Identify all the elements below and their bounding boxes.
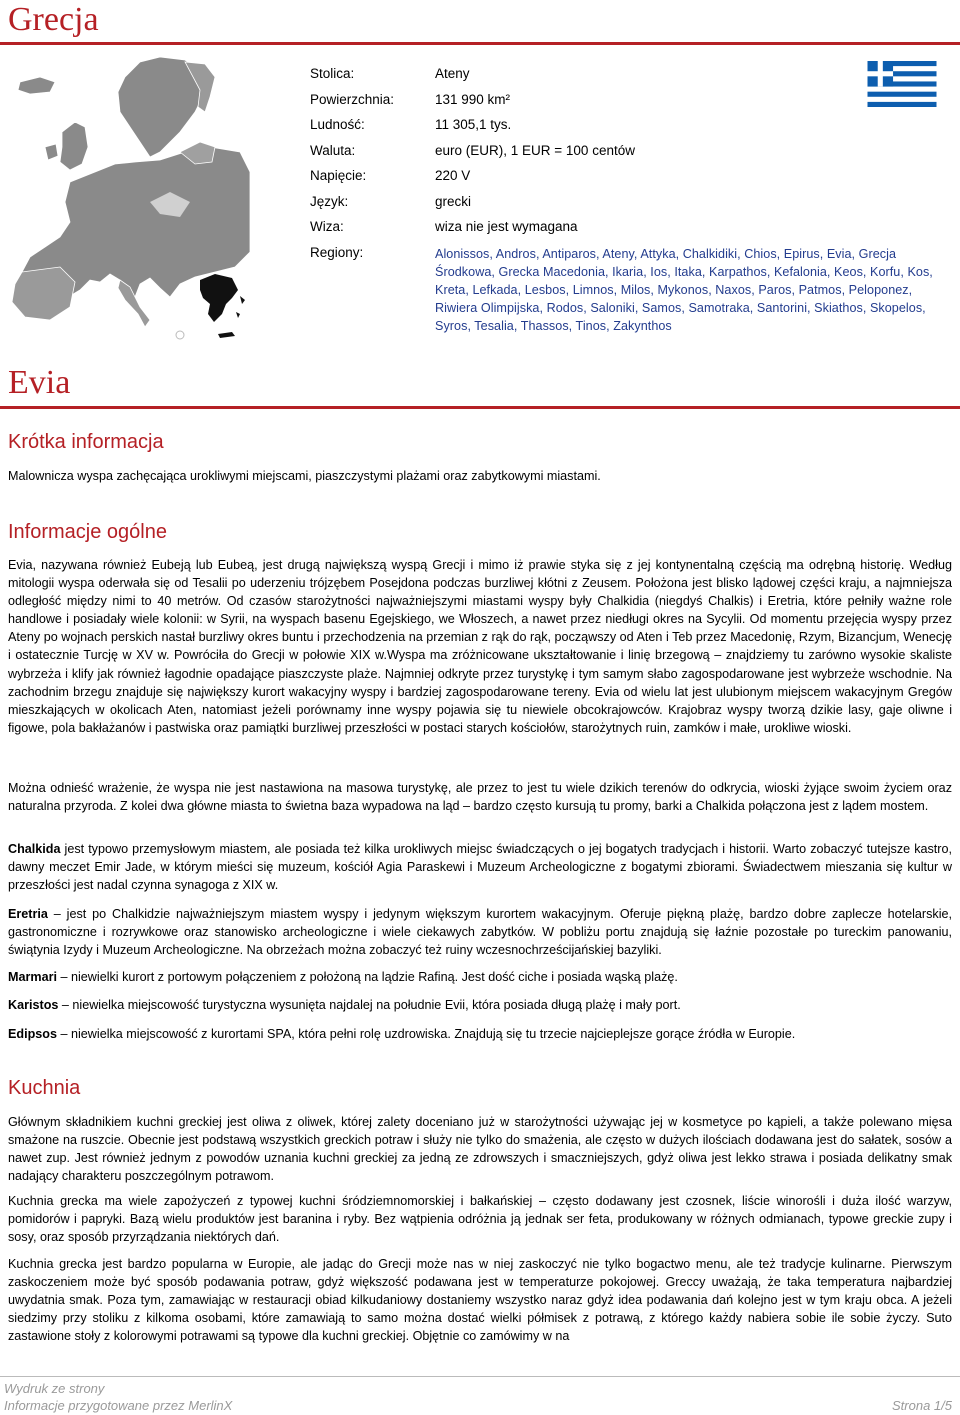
regions-links[interactable]: Alonissos, Andros, Antiparos, Ateny, Attyka, Chalkidiki, Chios, Epirus, Evia, Grecja Środkowa, Grecka Macedonia, Ikaria, Ios, Itaka, Karpathos, Kefalonia, Keos, Korfu, Kos, Kreta, Lefkada, Lesbos, Limnos, Milos, Mykonos, Naxos, Paros, Patmos, Peloponez, Riwiera Olimpijska, Rodos, Saloniki, Samos, Samotraka, Santorini, Skiathos, Skopelos, Syros, Tesalia, Thassos, Tinos, Zakynthos — [435, 246, 933, 333]
fact-value: Ateny — [435, 66, 470, 81]
fact-label: Powierzchnia: — [310, 91, 395, 107]
general-info-heading: Informacje ogólne — [8, 521, 167, 543]
footer-credits: Informacje przygotowane przez MerlinX — [4, 1398, 233, 1413]
general-info-paragraph: Evia, nazywana również Eubeją lub Eubeą, jest drugą największą wyspą Grecji i mimo iż prawie styka się z jej kontynentalną częścią ma odrębną historię. Według mitologii wyspa oderwała się od Tesalii po uderzeniu trójzębem Posejdona podczas burzliwej kłótni z Zeusem. Położona jest blisko lądowej części kraju, a najmniejsza odległość między nimi to 40 metrów. Od czasów starożytności najważniejszymi miastami wyspy były Chalkidia (niegdyś Chalkis) i Eretria, które pełniły ważne role handlowe i posiadały wiele kolonii: w Syrii, na wyspach basenu Egejskiego, we Włoszech, a nawet przez niedługi okres na Sycylii. Od momentu przejęcia wyspy przez Ateny po wojnach perskich nastał burzliwy okres buntu i przechodzenia na przemian z rąk do rąk, począwszy od Aten i Teb przez Macedonię, Rzym, Bizancjum, Wenecję i ostatecznie Turcję w XV w. Powróciła do Grecji w połowie XIX w.Wyspa ma zróżnicowane ukształtowanie i linię brzegową – znajdziemy tu zarówno wysokie skaliste wybrzeża i klify jak również łagodnie opadające piaszczyste plaże. Najmniej odkryte przez turystykę i tym samym słabo zagospodarowane jest wybrzeże wschodnie. Na zachodnim brzegu znajduje się największy kurort wakacyjny wyspy i bardziej zagospodarowane tereny. Evia od wielu lat jest ulubionym miejscem wakacyjnym Gregów mieszkających w okolicach Aten, natomiast jeżeli porównamy inne wyspy pojawia się tu niewiele obcokrajowców. Krajobraz wyspy tworzą dzikie lasy, gaje oliwne i figowe, pola bakłażanów i pastwiska oraz pamiątki burzliwej przeszłości w postaci starych kościołów, starożytnych ruin, zamków i małe, urokliwe wioski. — [8, 558, 952, 735]
town-name: Eretria — [8, 907, 48, 921]
fact-capital — [310, 66, 958, 92]
fact-visa — [310, 219, 958, 245]
place-title: Evia — [8, 364, 71, 401]
fact-value: 131 990 km² — [435, 91, 511, 107]
cuisine-paragraph: Kuchnia grecka jest bardzo popularna w Europie, ale jadąc do Grecji może nas w niej zaskoczyć nie tylko bogactwo menu, ale też tradycje kulinarne. Pierwszym zaskoczeniem może być sposób podawania potraw, gdyż większość podawana jest w temperaturze pokojowej. Greccy uważają, że taka temperatura najbardziej uwydatnia smak. Poza tym, zamawiając w restauracji obiad kilkudaniowy dostaniemy wszystko naraz gdyż idea podawania dań kolejno jest w tym kraju obca. A jeżeli siedzimy przy stoliku z kilkoma osobami, które zamawiają to samo można dostać wielki półmisek z potrawą, z którego każdy nabiera sobie ile sobie życzy. Suto zastawione stoły z kolorowymi potrawami są typowe dla kuchni greckiej. Objętnie co zamówimy w na — [8, 1257, 952, 1344]
town-karistos — [8, 996, 952, 1014]
fact-regions — [310, 245, 958, 345]
fact-label: Stolica: — [310, 66, 355, 81]
cuisine-paragraph: Głównym składnikiem kuchni greckiej jest oliwa z oliwek, której zalety doceniano już w starożytności używając jej w kosmetyce po kąpieli, a także polewano mięsa smażone na ruszcie. Obecnie jest podstawą wszystkich greckich potraw i służy nie tylko do smażenia, ale często w dużych ilościach dodawana jest do sałatek, sosów a nawet zup. Jest również jednym z powodów uznania kuchni greckiej za jedną ze zdrowszych i smaczniejszych, gdyż oliwa jest lekko strawa i posiada delikatny smak nadający charakteru poszczególnym potrawom. — [8, 1115, 952, 1184]
fact-label: Waluta: — [310, 142, 356, 158]
general-info-paragraph: Można odnieść wrażenie, że wyspa nie jest nastawiona na masowa turystykę, ale przez to jest tu wiele dzikich terenów do odkrycia, wioski żyjące swoim życiem oraz naturalna przyroda. Z kolei dwa główne miasta to świetna baza wypadowa na ląd – bardzo często kursują tu promy, barki a Chalkida połączona jest z lądem mostem. — [8, 781, 952, 814]
fact-value: 220 V — [435, 168, 471, 183]
cuisine-heading: Kuchnia — [8, 1077, 81, 1099]
place-divider — [0, 406, 960, 409]
fact-label: Napięcie: — [310, 168, 367, 183]
town-name: Chalkida — [8, 842, 61, 856]
town-description: – niewielki kurort z portowym połączeniem z położoną na lądzie Rafiną. Jest dość ciche i posiada wąską plażę. — [57, 970, 678, 984]
fact-label: Ludność: — [310, 117, 365, 132]
town-description: – niewielka miejscowość z kurortami SPA, która pełni rolę uzdrowiska. Znajdują się tu trzecie najcieplejsze gorące źródła w Europie. — [57, 1027, 796, 1041]
fact-voltage — [310, 168, 958, 194]
town-name: Karistos — [8, 998, 59, 1012]
europe-map-icon — [0, 52, 250, 348]
fact-area — [310, 92, 958, 118]
page-title: Grecja — [8, 1, 99, 38]
town-eretria — [8, 905, 952, 959]
footer-divider — [0, 1376, 960, 1377]
fact-label: Wiza: — [310, 219, 344, 234]
town-description: – niewielka miejscowość turystyczna wysunięta najdalej na południe Evii, która posiada długą plażę i mały port. — [58, 998, 681, 1012]
town-description: – jest po Chalkidzie najważniejszym miastem wyspy i jedynym większym kurortem wakacyjnym. Oferuje piękną plażę, bardzo dobre zaplecze hotelarskie, gastronomiczne i rozrywkowe oraz stanowisko archeologiczne i wiele ciekawych zabytków. W pobliżu portu znajdują się łaźnie pozostałe po tureckim panowaniu, świątynia Izydy i Muzeum Archeologiczne. Na obrzeżach można zobaczyć też ruiny wczesnochrześcijańskiej bazyliki. — [8, 907, 952, 958]
fact-language — [310, 194, 958, 220]
town-description: jest typowo przemysłowym miastem, ale posiada też kilka urokliwych miejsc świadczących o jej bogatych tradycjach i historii. Warto zobaczyć tutejsze kastro, dawny meczet Emir Jade, w którym mieści się muzeum, kościół Agia Paraskewi i Muzeum Archeologiczne z bogatymi zbiorami. Świadectwem mieszania się kultur w przeszłości jest nadal czynna synagoga z XIX w. — [8, 842, 952, 893]
fact-population — [310, 117, 958, 143]
town-name: Edipsos — [8, 1027, 57, 1041]
town-marmari — [8, 968, 952, 986]
fact-value: euro (EUR), 1 EUR = 100 centów — [435, 142, 635, 158]
title-divider — [0, 42, 960, 45]
town-name: Marmari — [8, 970, 57, 984]
cuisine-paragraph: Kuchnia grecka ma wiele zapożyczeń z typowej kuchni śródziemnomorskiej i bałkańskiej – często dodawany jest czosnek, liście winorośli i duża ilość warzyw, pomidorów i papryki. Bazą wielu produktów jest baranina i ryby. Bez wątpienia odróżnia ją jednak ser feta, produkowany w różnych odmianach, typowe greckie zupy i sosy, oraz sposób przyrządzania niektórych dań. — [8, 1194, 952, 1245]
short-info-text: Malownicza wyspa zachęcająca urokliwymi miejscami, piaszczystymi plażami oraz zabytkowymi miastami. — [8, 469, 601, 483]
fact-currency — [310, 143, 958, 169]
fact-value: wiza nie jest wymagana — [435, 219, 578, 234]
town-chalkida — [8, 840, 952, 894]
fact-value: 11 305,1 tys. — [435, 117, 512, 132]
fact-label: Regiony: — [310, 244, 364, 260]
short-info-heading: Krótka informacja — [8, 431, 164, 453]
page-number: Strona 1/5 — [892, 1398, 952, 1413]
footer-source: Wydruk ze strony — [4, 1381, 105, 1396]
fact-label: Język: — [310, 193, 349, 209]
fact-value: grecki — [435, 193, 472, 209]
town-edipsos — [8, 1025, 952, 1043]
country-facts — [310, 66, 958, 345]
